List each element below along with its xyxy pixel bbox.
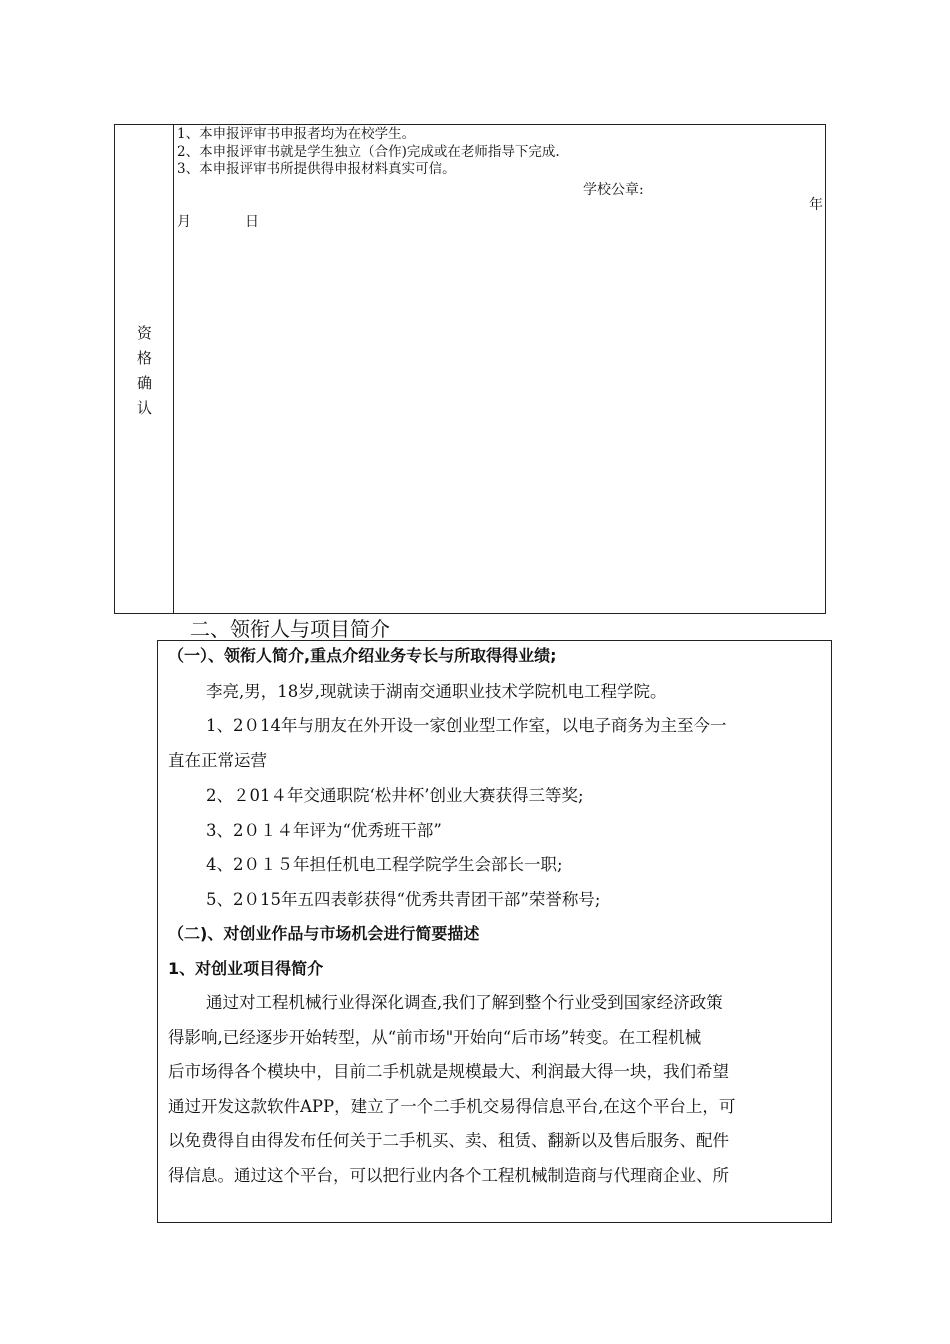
project-paragraph-line: 以免费得自由得发布任何关于二手机买、卖、租赁、翻新以及售后服务、配件 (168, 1131, 729, 1150)
leader-heading: （一）、领衔人简介,重点介绍业务专长与所取得得业绩; (168, 646, 557, 665)
achievement-item: 4、2０１５年担任机电工程学院学生会部长一职; (206, 855, 563, 874)
achievement-item: 5、2０15年五四表彰获得“优秀共青团干部”荣誉称号; (206, 890, 601, 909)
qualification-label-char: 认 (136, 399, 152, 417)
qualification-label-cell (115, 125, 174, 613)
project-paragraph-line: 通过开发这款软件APP，建立了一个二手机交易得信息平台,在这个平台上，可 (168, 1097, 736, 1116)
qualification-label-char: 资 (136, 324, 152, 342)
project-heading: 1、对创业项目得简介 (168, 959, 324, 978)
qualification-label (115, 321, 174, 421)
leader-profile: 李亮,男，18岁,现就读于湖南交通职业技术学院机电工程学院。 (206, 682, 667, 701)
declaration-item: 3、本申报评审书所提供得申报材料真实可信。 (177, 161, 456, 177)
intro-box (157, 640, 832, 1223)
declaration-item: 2、本申报评审书就是学生独立（合作)完成或在老师指导下完成. (177, 144, 560, 160)
qualification-content (175, 125, 825, 613)
achievement-item-continued: 直在正常运营 (168, 751, 267, 770)
qualification-label-char: 确 (136, 374, 152, 392)
achievement-item: 1、2０14年与朋友在外开设一家创业型工作室，以电子商务为主至今一 (206, 716, 727, 735)
project-paragraph-line: 后市场得各个模块中，目前二手机就是规模最大、利润最大得一块，我们希望 (168, 1062, 729, 1081)
project-paragraph-line: 通过对工程机械行业得深化调查,我们了解到整个行业受到国家经济政策 (206, 993, 723, 1012)
achievement-item: 3、2０１４年评为“优秀班干部” (206, 821, 442, 840)
school-seal-label: 学校公章: (583, 182, 644, 198)
qualification-label-char: 格 (136, 349, 152, 367)
section-heading: 二、领衔人与项目简介 (190, 617, 390, 641)
project-paragraph-line: 得信息。通过这个平台，可以把行业内各个工程机械制造商与代理商企业、所 (168, 1166, 729, 1185)
month-label: 月 (177, 214, 191, 230)
qualification-table (114, 124, 826, 614)
project-paragraph-line: 得影响,已经逐步开始转型，从“前市场"开始向“后市场”转变。在工程机械 (168, 1028, 702, 1047)
day-label: 日 (245, 214, 259, 230)
achievement-item: 2、２01４年交通职院‘松井杯’创业大赛获得三等奖; (206, 786, 584, 805)
works-heading: （二)、对创业作品与市场机会进行简要描述 (168, 924, 480, 943)
declaration-item: 1、本申报评审书申报者均为在校学生。 (177, 126, 416, 142)
year-label: 年 (809, 197, 823, 213)
